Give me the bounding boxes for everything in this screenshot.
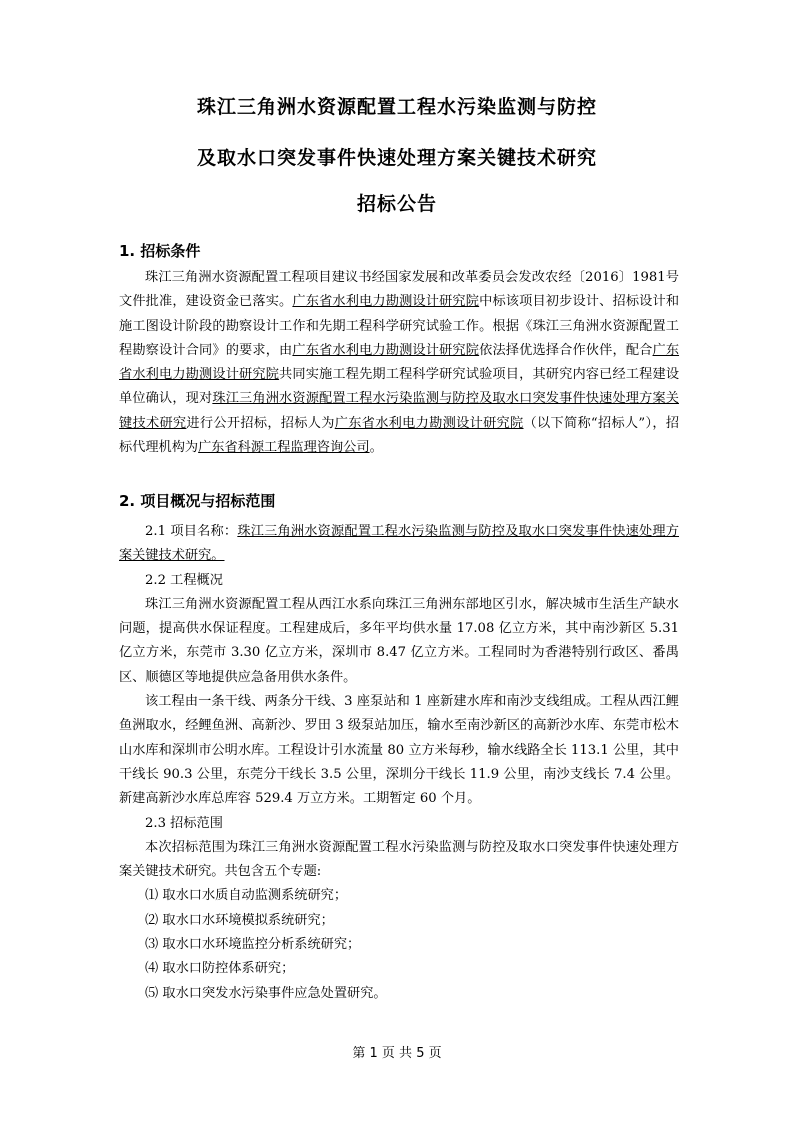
list-item: ⑸ 取水口突发水污染事件应急处置研究。 bbox=[145, 985, 387, 1001]
section-2-heading: 2. 项目概况与招标范围 bbox=[119, 492, 276, 510]
subsection-2-3-paragraph: 本次招标范围为珠江三角洲水资源配置工程水污染监测与防控及取水口突发事件快速处理方案关键技术研究。共包含五个专题: bbox=[119, 839, 679, 880]
agency-name-underlined: 广东省科源工程监理咨询公司 bbox=[198, 440, 370, 456]
section-1-body bbox=[119, 266, 679, 460]
subsection-2-2-paragraph-2: 该工程由一条干线、两条分干线、3 座泵站和 1 座新建水库和南沙支线组成。工程从西江鲤鱼洲取水，经鲤鱼洲、高新沙、罗田 3 级泵站加压，输水至南沙新区的高新沙水库、东莞市松木山水库和深圳市公明水库。工程设计引水流量 80 立方米每秒，输水线路全长 113.1 公里，其中干线长 90.3 公里，东莞分干线长 3.5 公里，深圳分干线长 11.9 公里，南沙支线长 7.4 公里。新建高新沙水库总库容 529.4 万立方米。工期暂定 60 个月。 bbox=[119, 694, 679, 807]
text-run: 。 bbox=[369, 440, 383, 456]
list-item: ⑴ 取水口水质自动监测系统研究； bbox=[145, 888, 348, 904]
list-item: ⑷ 取水口防控体系研究； bbox=[145, 961, 295, 977]
title-line-1: 珠江三角洲水资源配置工程水污染监测与防控 bbox=[196, 96, 597, 118]
page-number-footer: 第 1 页 共 5 页 bbox=[352, 1046, 442, 1061]
list-item: ⑵ 取水口水环境模拟系统研究； bbox=[145, 912, 334, 928]
org-name-underlined: 广东省水利电力勘测设计研究院 bbox=[119, 342, 680, 383]
subsection-label: 2.1 项目名称： bbox=[145, 524, 238, 539]
subsection-2-3-label: 2.3 招标范围 bbox=[145, 815, 223, 831]
list-item: ⑶ 取水口水环境监控分析系统研究； bbox=[145, 937, 361, 953]
subsection-2-2-label: 2.2 工程概况 bbox=[145, 572, 223, 588]
title-line-2: 及取水口突发事件快速处理方案关键技术研究 bbox=[196, 147, 597, 169]
title-line-3: 招标公告 bbox=[356, 193, 437, 215]
text-run: 中标该项目初步设计、招标设计和施工图设计阶段的勘察设计工作和先期工程科学研究试验工作。根据《珠江三角洲水资源配置工程勘察设计合同》的要求，由 bbox=[119, 294, 680, 358]
text-run: 珠江三角洲水资源配置工程项目建议书经国家发展和改革委员会发改农经〔2016〕1981号文件批准，建设资金已落实。 bbox=[119, 270, 679, 310]
section-2-body bbox=[119, 520, 679, 1006]
section-1-heading: 1. 招标条件 bbox=[119, 242, 201, 260]
project-name-underlined: 珠江三角洲水资源配置工程水污染监测与防控及取水口突发事件快速处理方案关键技术研究 bbox=[119, 391, 679, 431]
project-name-underlined: 珠江三角洲水资源配置工程水污染监测与防控及取水口突发事件快速处理方案关键技术研究。 bbox=[119, 524, 679, 564]
text-run: 共同实施工程先期工程科学研究试验项目，其研究内容已经工程建设单位确认，现对 bbox=[119, 367, 680, 407]
org-name-underlined: 广东省水利电力勘测设计研究院 bbox=[334, 415, 524, 431]
org-name-underlined: 广东省水利电力勘测设计研究院 bbox=[292, 342, 480, 358]
section-1-paragraph bbox=[119, 266, 679, 460]
org-name-underlined: 广东省水利电力勘测设计研究院 bbox=[292, 294, 480, 310]
subsection-2-1 bbox=[119, 520, 679, 569]
subsection-2-2-paragraph-1: 珠江三角洲水资源配置工程从西江水系向珠江三角洲东部地区引水，解决城市生活生产缺水问题，提高供水保证程度。工程建成后，多年平均供水量 17.08 亿立方米，其中南沙新区 5.31 亿立方米，东莞市 3.30 亿立方米，深圳市 8.47 亿立方米。工程同时为香港特别行政区、番禺区、顺德区等地提供应急备用供水条件。 bbox=[119, 596, 679, 685]
text-run: 依法择优选择合作伙伴，配合 bbox=[479, 342, 653, 358]
text-run: （以下简称“招标人”），招标代理机构为 bbox=[119, 415, 680, 456]
text-run: 进行公开招标，招标人为 bbox=[186, 415, 335, 431]
